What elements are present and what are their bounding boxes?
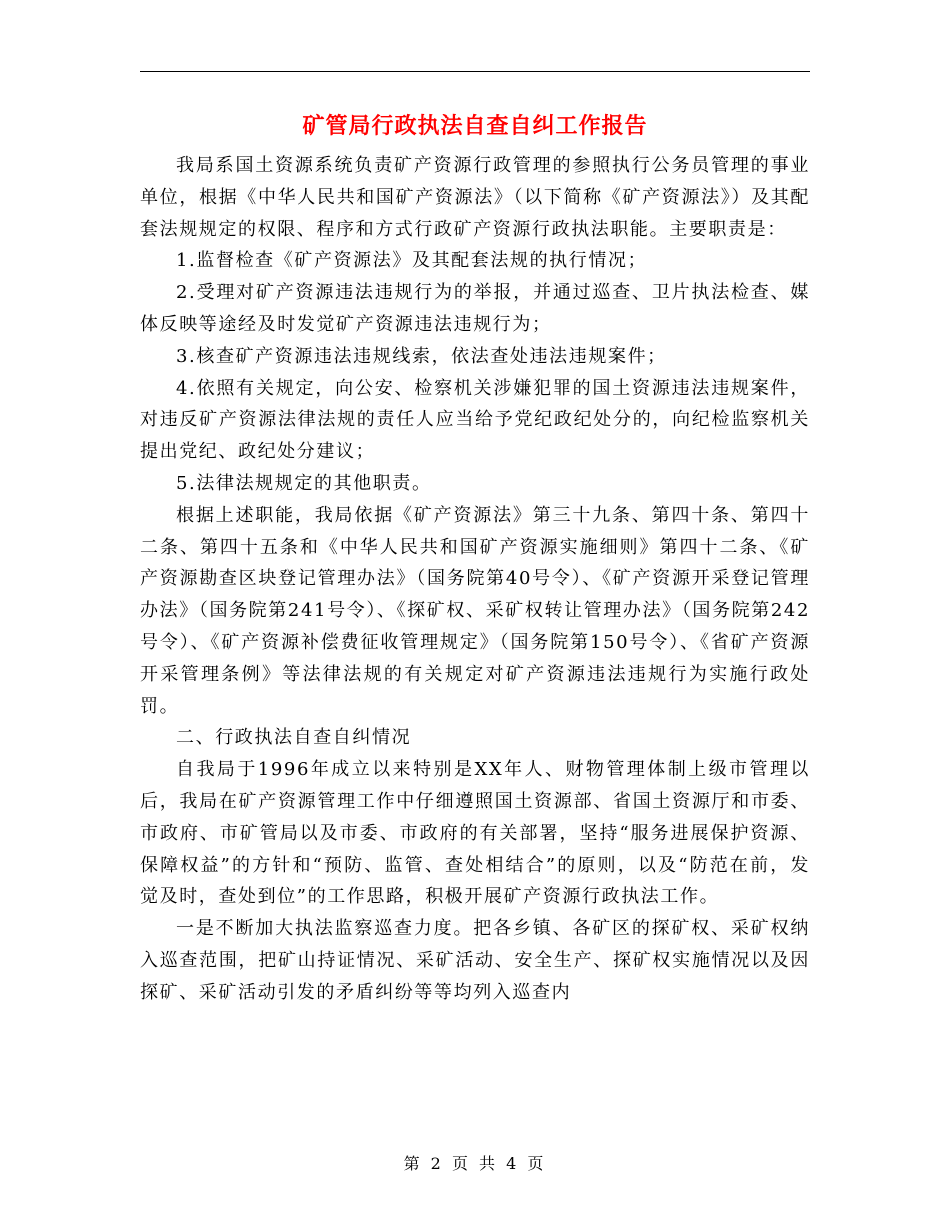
page-footer: 第 2 页 共 4 页 <box>403 1154 547 1173</box>
paragraph-duty-2: 2.受理对矿产资源违法违规行为的举报，并通过巡查、卫片执法检查、媒体反映等途经及时发觉矿产资源违法违规行为； <box>140 282 810 335</box>
paragraph-duty-5: 5.法律法规规定的其他职责。 <box>176 472 432 494</box>
section-heading-self-inspection: 二、行政执法自查自纠情况 <box>176 727 412 749</box>
paragraph-duty-3: 3.核查矿产资源违法违规线索，依法查处违法违规案件； <box>176 345 667 367</box>
paragraph-duty-1: 1.监督检查《矿产资源法》及其配套法规的执行情况； <box>176 250 648 272</box>
header-rule <box>140 71 810 72</box>
paragraph-legal-basis: 根据上述职能，我局依据《矿产资源法》第三十九条、第四十条、第四十二条、第四十五条和《中华人民共和国矿产资源实施细则》第四十二条、《矿产资源勘查区块登记管理办法》（国务院第40号令）、《矿产资源开采登记管理办法》（国务院第241号令）、《探矿权、采矿权转让管理办法》（国务院第242号令）、《矿产资源补偿费征收管理规定》（国务院第150号令）、《省矿产资源开采管理条例》等法律法规的有关规定对矿产资源违法违规行为实施行政处罚。 <box>140 504 810 717</box>
paragraph-history: 自我局于1996年成立以来特别是XX年人、财物管理体制上级市管理以后，我局在矿产资源管理工作中仔细遵照国土资源部、省国土资源厅和市委、市政府、市矿管局以及市委、市政府的有关部署，坚持“服务进展保护资源、保障权益”的方针和“预防、监管、查处相结合”的原则，以及“防范在前，发觉及时，查处到位”的工作思路，积极开展矿产资源行政执法工作。 <box>140 759 810 908</box>
paragraph-patrol: 一是不断加大执法监察巡查力度。把各乡镇、各矿区的探矿权、采矿权纳入巡查范围，把矿山持证情况、采矿活动、安全生产、探矿权实施情况以及因探矿、采矿活动引发的矛盾纠纷等等均列入巡查内 <box>140 918 810 1003</box>
paragraph-intro: 我局系国土资源系统负责矿产资源行政管理的参照执行公务员管理的事业单位，根据《中华人民共和国矿产资源法》（以下简称《矿产资源法》）及其配套法规规定的权限、程序和方式行政矿产资源行政执法职能。主要职责是： <box>140 155 810 240</box>
document-body <box>140 150 810 1009</box>
document-title: 矿管局行政执法自查自纠工作报告 <box>302 113 648 139</box>
paragraph-duty-4: 4.依照有关规定，向公安、检察机关涉嫌犯罪的国土资源违法违规案件，对违反矿产资源法律法规的责任人应当给予党纪政纪处分的，向纪检监察机关提出党纪、政纪处分建议； <box>140 377 810 463</box>
